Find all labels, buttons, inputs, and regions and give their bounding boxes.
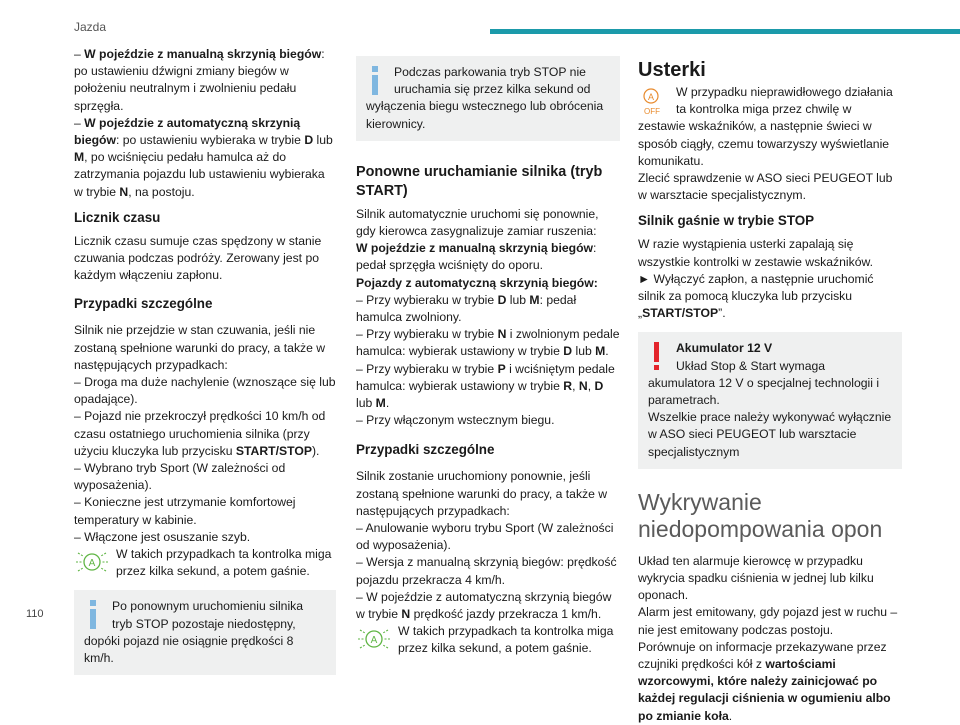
intro-manual: – W pojeździe z manualną skrzynią biegów: po ustawieniu dźwigni zmiany biegów w położeniu neutralnym i zwolnieniu pedału sprzęgła.: [74, 47, 325, 113]
info-box-text: Po ponownym uruchomieniu silnika tryb STOP pozostaje niedostępny, dopóki pojazd nie osiągnie prędkości 8 km/h.: [84, 599, 304, 666]
svg-text:A: A: [88, 558, 96, 570]
restart-auto-heading: Pojazdy z automatyczną skrzynią biegów:: [356, 275, 598, 290]
intro-auto: – W pojeździe z automatyczną skrzynią biegów: po ustawieniu wybieraka w trybie D lub M, po wciśnięciu pedału hamulca aż do zatrzymania pojazdu lub ustawieniu wybieraka w trybie N, na postoju.: [74, 115, 333, 199]
lamp-note: [356, 623, 620, 657]
info-icon: [366, 66, 384, 96]
special-item-2: – Wersja z manualną skrzynią biegów: prędkość pojazdu przekracza 4 km/h.: [356, 555, 617, 587]
info-box-text: Podczas parkowania tryb STOP nie uruchamia się przez kilka sekund od wyłączenia biegu wstecznego lub obrócenia kierownicy.: [366, 65, 604, 131]
special-intro: Silnik nie przejdzie w stan czuwania, jeśli nie zostaną spełnione warunki do pracy, a także w następujących przypadkach:: [74, 323, 326, 372]
lamp-note-text: W takich przypadkach ta kontrolka miga przez kilka sekund, a potem gaśnie.: [398, 624, 614, 656]
stall-text: W razie wystąpienia usterki zapalają się wszystkie kontrolki w zestawie wskaźników.: [638, 237, 874, 269]
section-label: Jazda: [74, 20, 107, 34]
warning-box-battery: [638, 332, 902, 468]
faults-note: [638, 84, 902, 170]
timer-text: Licznik czasu sumuje czas spędzony w stanie czuwania podczas podróży. Zerowany jest po każdym włączeniu zapłonu.: [74, 233, 322, 283]
info-box-parking: [356, 56, 620, 141]
faults-text: W przypadku nieprawidłowego działania ta kontrolka miga przez chwilę w zestawie wskaźników, a następnie świeci w sposób ciągły, czemu towarzyszy wyświetlanie komunikatu.: [638, 85, 893, 168]
restart-intro: Silnik automatycznie uruchomi się ponownie, gdy kierowca zasygnalizuje zamiar ruszenia:: [356, 206, 599, 239]
special-item-1: – Anulowanie wyboru trybu Sport (W zależności od wyposażenia).: [356, 521, 614, 553]
svg-text:A: A: [647, 92, 655, 102]
tyre-text-1: Układ ten alarmuje kierowcę w przypadku wykrycia spadku ciśnienia w jednej lub kilku oponach.: [638, 553, 874, 603]
lamp-note-text: W takich przypadkach ta kontrolka miga przez kilka sekund, a potem gaśnie.: [116, 547, 332, 579]
heading-restart: Ponowne uruchamianie silnika (tryb START): [356, 163, 603, 199]
heading-engine-stall: Silnik gaśnie w trybie STOP: [638, 213, 815, 229]
warning-icon: [648, 342, 666, 372]
restart-auto-3: – Przy wybieraku w trybie P i wciśniętym pedale hamulca: wybierak ustawiony w trybie R, N, D lub M.: [356, 361, 615, 411]
tyre-text-3: Porównuje on informacje przekazywane przez czujniki prędkości kół z wartościami wzorcowymi, które należy zainicjować po każdej regulacji ciśnienia w ogumieniu albo po zmianie koła.: [638, 639, 891, 723]
special-item-2: – Pojazd nie przekroczył prędkości 10 km/h od czasu ostatniego uruchomienia silnika (przy użyciu kluczyka lub przycisku START/STOP).: [74, 409, 326, 458]
special-item-3: – Wybrano tryb Sport (W zależności od wyposażenia).: [74, 461, 286, 493]
column-2: [356, 46, 620, 658]
auto-a-green-lamp-icon: [356, 624, 394, 654]
heading-tyre-detection: Wykrywanie niedopompowania opon: [638, 488, 883, 542]
warning-text-2: Wszelkie prace należy wykonywać wyłącznie w ASO sieci PEUGEOT lub warsztacie specjalistycznym: [648, 410, 892, 459]
special-intro: Silnik zostanie uruchomiony ponownie, jeśli zostaną spełnione warunki do pracy, a także w następujących przypadkach:: [356, 469, 608, 518]
faults-text-2: Zlecić sprawdzenie w ASO sieci PEUGEOT lub w warsztacie specjalistycznym.: [638, 171, 893, 203]
heading-special-cases: Przypadki szczególne: [356, 442, 495, 458]
warning-text: Układ Stop & Start wymaga akumulatora 12 V o specjalnej technologii i parametrach.: [648, 358, 880, 408]
restart-auto-2: – Przy wybieraku w trybie N i zwolnionym pedale hamulca: wybierak ustawiony w trybie D lub M.: [356, 327, 620, 359]
special-item-5: – Włączone jest osuszanie szyb.: [74, 529, 251, 544]
special-item-1: – Droga ma duże nachylenie (wznoszące się lub opadające).: [74, 375, 336, 407]
restart-auto-1: – Przy wybieraku w trybie D lub M: pedał hamulca zwolniony.: [356, 292, 577, 325]
svg-text:OFF: OFF: [644, 107, 660, 116]
restart-manual: W pojeździe z manualną skrzynią biegów: pedał sprzęgła wciśnięty do oporu.: [356, 241, 597, 273]
special-item-4: – Konieczne jest utrzymanie komfortowej temperatury w kabinie.: [74, 495, 296, 527]
column-3: [638, 46, 902, 725]
heading-faults: Usterki: [638, 59, 706, 81]
lamp-note: [74, 546, 336, 580]
auto-a-off-orange-lamp-icon: [638, 85, 672, 115]
column-1: [74, 46, 336, 675]
info-box-restart: [74, 590, 336, 675]
page-number: 110: [26, 608, 44, 620]
warning-title: Akumulator 12 V: [676, 341, 773, 356]
restart-auto-4: – Przy włączonym wstecznym biegu.: [356, 413, 555, 428]
tyre-text-2: Alarm jest emitowany, gdy pojazd jest w ruchu – nie jest emitowany podczas postoju.: [638, 605, 898, 637]
header-accent-bar: [490, 29, 960, 34]
auto-a-green-lamp-icon: [74, 547, 112, 577]
heading-special-cases: Przypadki szczególne: [74, 296, 213, 312]
stall-action: ► Wyłączyć zapłon, a następnie uruchomić silnik za pomocą kluczyka lub przycisku „START/STOP”.: [638, 271, 874, 321]
info-icon: [84, 600, 102, 630]
heading-timer: Licznik czasu: [74, 209, 161, 225]
special-item-3: – W pojeździe z automatyczną skrzynią biegów w trybie N prędkość jazdy przekracza 1 km/h.: [356, 589, 612, 622]
svg-text:A: A: [370, 635, 378, 647]
